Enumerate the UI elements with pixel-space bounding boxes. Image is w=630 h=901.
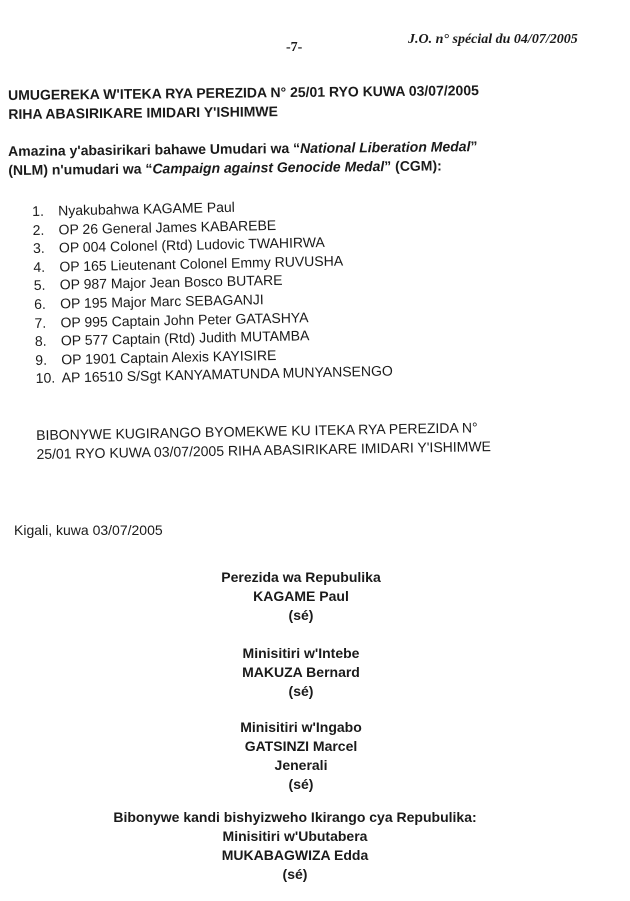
list-item-number: 8. <box>34 332 47 350</box>
signatory-title: Minisitiri w'Ubutabera <box>222 828 368 844</box>
signatory-prime-minister <box>0 644 616 701</box>
signatory-signed: (sé) <box>288 776 314 792</box>
annex-title-line-1: UMUGEREKA W'ITEKA RYA PEREZIDA N° 25/01 RYO KUWA 03/07/2005 <box>8 82 479 103</box>
list-item-name: OP 165 Lieutenant Colonel Emmy RUVUSHA <box>59 252 344 275</box>
list-item-number: 5. <box>33 277 46 294</box>
list-item-name: OP 995 Captain John Peter GATASHYA <box>60 308 309 330</box>
list-item-name: AP 16510 S/Sgt KANYAMATUNDA MUNYANSENGO <box>61 362 393 386</box>
certification-line-1: BIBONYWE KUGIRANGO BYOMEKWE KU ITEKA RYA PEREZIDA N° <box>36 419 478 443</box>
intro-line-2 <box>8 156 478 180</box>
recipients-list <box>32 195 393 388</box>
list-item-name: Nyakubahwa KAGAME Paul <box>58 198 235 219</box>
list-item-number: 10. <box>35 369 56 387</box>
signatory-signed: (sé) <box>288 683 314 699</box>
signatory-title: Perezida wa Repubulika <box>221 569 381 585</box>
list-item-number: 6. <box>33 295 46 312</box>
certification-statement <box>36 418 491 464</box>
signatory-title: Minisitiri w'Ingabo <box>240 719 362 735</box>
list-item-number: 1. <box>32 202 45 219</box>
list-item-name: OP 195 Major Marc SEBAGANJI <box>59 291 264 312</box>
list-item-name: OP 26 General James KABAREBE <box>58 216 277 238</box>
signatory-rank: Jenerali <box>274 757 328 773</box>
medal-name-nlm: National Liberation Medal <box>299 138 471 156</box>
list-item-number: 3. <box>32 239 45 257</box>
signatory-name: MUKABAGWIZA Edda <box>221 847 369 863</box>
certification-line-2: 25/01 RYO KUWA 03/07/2005 RIHA ABASIRIKARE IMIDARI Y'ISHIMWE <box>36 438 492 462</box>
list-item-number: 4. <box>33 258 46 275</box>
intro-line-2-text: (NLM) n'umudari wa “ <box>8 160 153 178</box>
signatory-president <box>0 568 616 625</box>
signatory-justice-minister <box>0 808 610 884</box>
list-item-number: 2. <box>32 221 45 238</box>
intro-line-1-close: ” <box>470 138 478 155</box>
signatory-defence-minister <box>0 718 616 794</box>
list-item-name: OP 004 Colonel (Rtd) Ludovic TWAHIRWA <box>58 234 325 256</box>
list-item-name: OP 577 Captain (Rtd) Judith MUTAMBA <box>60 327 310 349</box>
signatory-name: MAKUZA Bernard <box>242 664 360 680</box>
intro-line-2-close: ” (CGM): <box>384 157 442 175</box>
journal-reference: J.O. n° spécial du 04/07/2005 <box>408 32 578 47</box>
recipients-intro <box>8 137 478 180</box>
signatory-signed: (sé) <box>282 866 308 882</box>
seal-statement: Bibonywe kandi bishyizweho Ikirango cya Repubulika: <box>113 809 477 825</box>
signatory-title: Minisitiri w'Intebe <box>242 645 360 661</box>
list-item-name: OP 1901 Captain Alexis KAYISIRE <box>61 346 277 368</box>
annex-title-line-2: RIHA ABASIRIKARE IMIDARI Y'ISHIMWE <box>8 103 278 122</box>
intro-line-1-text: Amazina y'abasirikari bahawe Umudari wa “ <box>8 139 301 159</box>
list-item-number: 7. <box>34 314 47 331</box>
page-number: -7- <box>286 40 303 55</box>
signatory-signed: (sé) <box>288 607 314 623</box>
signatory-name: GATSINZI Marcel <box>244 738 358 754</box>
list-item-name: OP 987 Major Jean Bosco BUTARE <box>59 272 283 293</box>
place-and-date: Kigali, kuwa 03/07/2005 <box>14 522 163 538</box>
list-item-number: 9. <box>35 351 48 368</box>
annex-title <box>8 81 479 124</box>
signatory-name: KAGAME Paul <box>253 588 349 604</box>
medal-name-cgm: Campaign against Genocide Medal <box>152 158 385 177</box>
